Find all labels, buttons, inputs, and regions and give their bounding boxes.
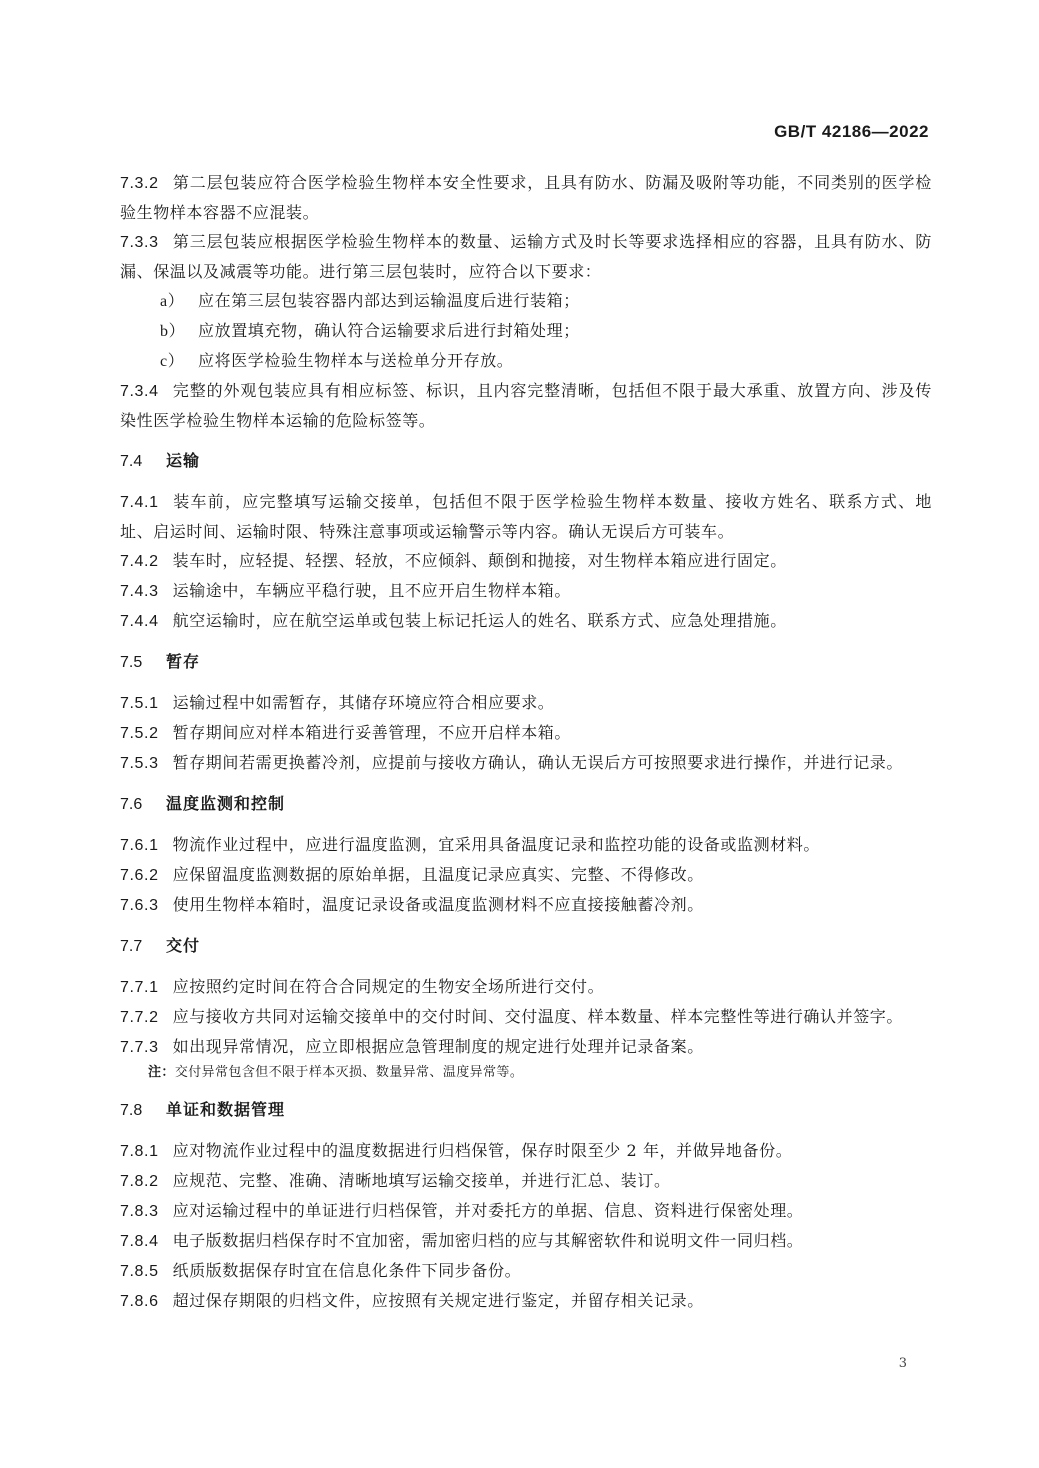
note-text: 交付异常包含但不限于样本灭损、数量异常、温度异常等。 — [174, 1065, 524, 1080]
section-number: 7.6 — [120, 796, 143, 813]
clause-7-6-2 — [120, 860, 932, 890]
clause-7-4-4 — [120, 606, 932, 636]
list-item-c — [120, 346, 932, 376]
clause-number: 7.3.3 — [120, 234, 159, 251]
list-item-b — [120, 316, 932, 346]
clause-7-4-3 — [120, 576, 932, 606]
clause-7-3-2 — [120, 168, 932, 227]
section-number: 7.7 — [120, 938, 143, 955]
clause-number: 7.5.1 — [120, 695, 159, 712]
clause-number: 7.6.3 — [120, 897, 159, 914]
clause-number: 7.4.3 — [120, 583, 159, 600]
section-title: 单证和数据管理 — [166, 1102, 286, 1119]
clause-7-7-1 — [120, 972, 932, 1002]
clause-number: 7.3.2 — [120, 175, 159, 192]
standard-number: GB/T 42186—2022 — [774, 122, 929, 141]
section-heading-7-8 — [120, 1096, 932, 1125]
list-marker: c） — [160, 353, 185, 370]
clause-text: 如出现异常情况，应立即根据应急管理制度的规定进行处理并记录备案。 — [172, 1037, 704, 1056]
clause-text: 应保留温度监测数据的原始单据，且温度记录应真实、完整、不得修改。 — [172, 865, 704, 884]
section-number: 7.4 — [120, 453, 143, 470]
note-label: 注： — [148, 1065, 175, 1080]
clause-7-8-3 — [120, 1196, 932, 1226]
clause-number: 7.7.3 — [120, 1039, 159, 1056]
clause-7-6-1 — [120, 830, 932, 860]
section-heading-7-5 — [120, 648, 932, 677]
note — [120, 1062, 932, 1084]
section-heading-7-4 — [120, 447, 932, 476]
clause-number: 7.8.1 — [120, 1143, 159, 1160]
clause-text: 暂存期间若需更换蓄冷剂，应提前与接收方确认，确认无误后方可按照要求进行操作，并进行记录。 — [172, 753, 903, 772]
clause-number: 7.8.3 — [120, 1203, 159, 1220]
clause-text: 纸质版数据保存时宜在信息化条件下同步备份。 — [172, 1261, 522, 1280]
section-number: 7.5 — [120, 654, 143, 671]
clause-text: 暂存期间应对样本箱进行妥善管理，不应开启样本箱。 — [172, 723, 571, 742]
list-item-a — [120, 286, 932, 316]
clause-text: 第二层包装应符合医学检验生物样本安全性要求，且具有防水、防漏及吸附等功能，不同类别的医学检验生物样本容器不应混装。 — [120, 173, 932, 222]
clause-number: 7.6.2 — [120, 867, 159, 884]
clause-number: 7.7.2 — [120, 1009, 159, 1026]
list-item-text: 应在第三层包装容器内部达到运输温度后进行装箱； — [198, 291, 580, 310]
clause-text: 运输途中，车辆应平稳行驶，且不应开启生物样本箱。 — [172, 581, 571, 600]
clause-7-8-2 — [120, 1166, 932, 1196]
clause-7-3-3 — [120, 227, 932, 286]
clause-number: 7.8.4 — [120, 1233, 159, 1250]
section-title: 交付 — [166, 938, 201, 955]
list-item-text: 应将医学检验生物样本与送检单分开存放。 — [198, 351, 514, 370]
clause-number: 7.8.2 — [120, 1173, 159, 1190]
clause-number: 7.8.5 — [120, 1263, 159, 1280]
clause-text: 物流作业过程中，应进行温度监测，宜采用具备温度记录和监控功能的设备或监测材料。 — [172, 835, 820, 854]
section-number: 7.8 — [120, 1102, 143, 1119]
page-number: 3 — [898, 1356, 907, 1371]
clause-7-8-5 — [120, 1256, 932, 1286]
clause-7-8-6 — [120, 1286, 932, 1316]
list-marker: b） — [160, 323, 186, 340]
clause-number: 7.5.2 — [120, 725, 159, 742]
clause-7-3-4 — [120, 376, 932, 435]
section-title: 运输 — [166, 453, 201, 470]
clause-7-4-2 — [120, 546, 932, 576]
clause-number: 7.7.1 — [120, 979, 159, 996]
document-body — [120, 168, 932, 1316]
clause-text: 航空运输时，应在航空运单或包装上标记托运人的姓名、联系方式、应急处理措施。 — [172, 611, 787, 630]
clause-7-5-1 — [120, 688, 932, 718]
clause-7-4-1 — [120, 487, 932, 546]
clause-7-5-3 — [120, 748, 932, 778]
clause-number: 7.8.6 — [120, 1293, 159, 1310]
clause-text: 应与接收方共同对运输交接单中的交付时间、交付温度、样本数量、样本完整性等进行确认并签字。 — [172, 1007, 903, 1026]
clause-7-6-3 — [120, 890, 932, 920]
clause-7-7-2 — [120, 1002, 932, 1032]
clause-text: 装车时，应轻提、轻摆、轻放，不应倾斜、颠倒和抛接，对生物样本箱应进行固定。 — [172, 551, 787, 570]
clause-number: 7.4.2 — [120, 553, 159, 570]
clause-number: 7.4.1 — [120, 494, 159, 511]
clause-number: 7.6.1 — [120, 837, 159, 854]
clause-text: 应规范、完整、准确、清晰地填写运输交接单，并进行汇总、装订。 — [172, 1171, 671, 1190]
clause-number: 7.5.3 — [120, 755, 159, 772]
section-heading-7-6 — [120, 790, 932, 819]
section-title: 暂存 — [166, 654, 201, 671]
clause-text: 超过保存期限的归档文件，应按照有关规定进行鉴定，并留存相关记录。 — [172, 1291, 704, 1310]
list-marker: a） — [160, 293, 185, 310]
section-heading-7-7 — [120, 932, 932, 961]
clause-text: 应对运输过程中的单证进行归档保管，并对委托方的单据、信息、资料进行保密处理。 — [172, 1201, 804, 1220]
clause-number: 7.3.4 — [120, 383, 159, 400]
clause-text: 应对物流作业过程中的温度数据进行归档保管，保存时限至少 2 年，并做异地备份。 — [172, 1141, 793, 1160]
clause-text: 电子版数据归档保存时不宜加密，需加密归档的应与其解密软件和说明文件一同归档。 — [172, 1231, 804, 1250]
section-title: 温度监测和控制 — [166, 796, 286, 813]
clause-7-7-3 — [120, 1032, 932, 1062]
clause-7-5-2 — [120, 718, 932, 748]
clause-text: 运输过程中如需暂存，其储存环境应符合相应要求。 — [172, 693, 555, 712]
clause-text: 完整的外观包装应具有相应标签、标识，且内容完整清晰，包括但不限于最大承重、放置方向、涉及传染性医学检验生物样本运输的危险标签等。 — [120, 381, 932, 430]
clause-text: 装车前，应完整填写运输交接单，包括但不限于医学检验生物样本数量、接收方姓名、联系方式、地址、启运时间、运输时限、特殊注意事项或运输警示等内容。确认无误后方可装车。 — [120, 492, 932, 541]
clause-text: 应按照约定时间在符合合同规定的生物安全场所进行交付。 — [172, 977, 605, 996]
clause-text: 使用生物样本箱时，温度记录设备或温度监测材料不应直接接触蓄冷剂。 — [172, 895, 704, 914]
clause-7-8-4 — [120, 1226, 932, 1256]
list-item-text: 应放置填充物，确认符合运输要求后进行封箱处理； — [198, 321, 580, 340]
clause-number: 7.4.4 — [120, 613, 159, 630]
clause-7-8-1 — [120, 1136, 932, 1166]
clause-text: 第三层包装应根据医学检验生物样本的数量、运输方式及时长等要求选择相应的容器，且具有防水、防漏、保温以及减震等功能。进行第三层包装时，应符合以下要求： — [120, 232, 932, 281]
